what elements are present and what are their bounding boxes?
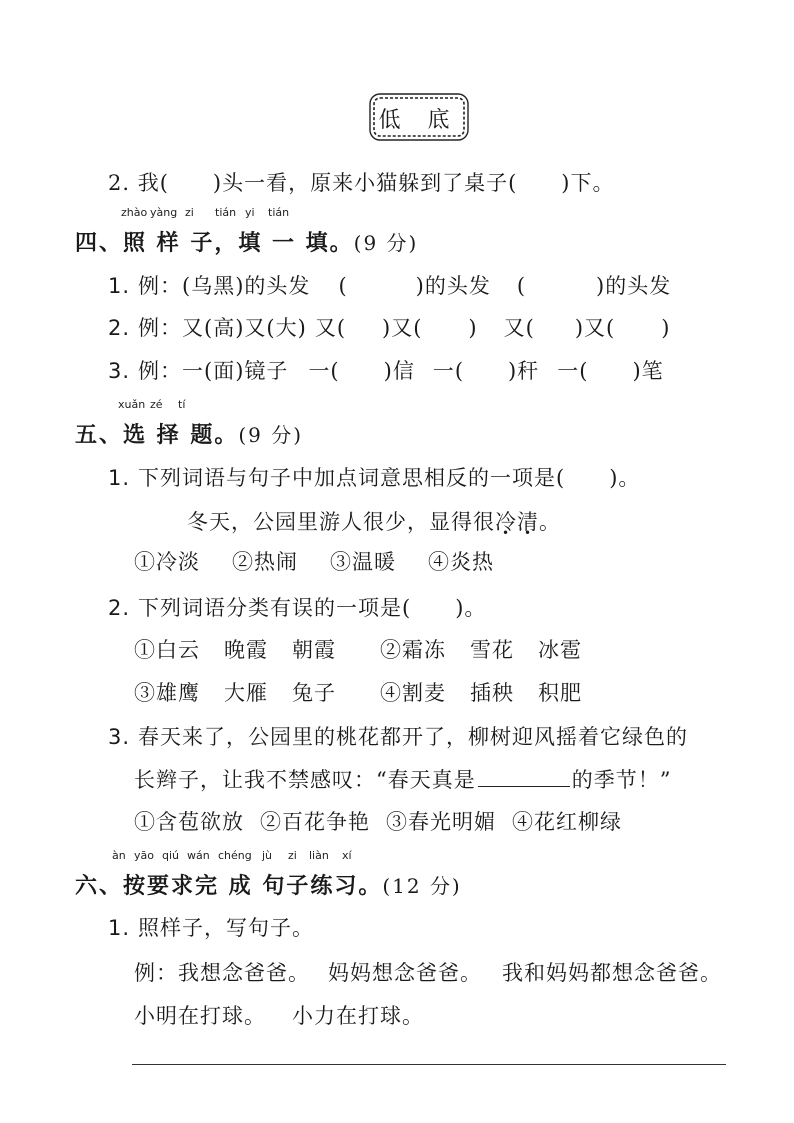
sec6-heading	[75, 869, 462, 900]
item-number: 3.	[108, 725, 131, 749]
sec6-q1-stem	[108, 912, 314, 942]
blank-open: 又(	[503, 316, 535, 340]
answer-suffix: )的头发	[415, 274, 491, 298]
paren-open: (	[516, 274, 527, 298]
word: 晚霞	[224, 638, 268, 662]
blank-open: 一(	[432, 359, 465, 383]
sec4-pinyin-6: tián	[268, 206, 290, 219]
sec5-q2-row2	[134, 677, 582, 707]
sec5-q3-options	[134, 806, 622, 836]
word: 兔子	[292, 681, 336, 705]
option: ①白云	[134, 638, 200, 662]
answer-writing-line[interactable]	[132, 1064, 726, 1065]
sec5-q1-sentence	[187, 506, 561, 536]
sec4-pinyin-3: zi	[185, 206, 194, 219]
sec6-pinyin-1: àn	[112, 849, 126, 862]
sec6-example	[134, 957, 722, 987]
sec4-item-3	[108, 355, 664, 385]
word: 大雁	[224, 681, 268, 705]
sentence-end: 。	[539, 510, 561, 534]
word: 冰雹	[538, 638, 582, 662]
title-box	[368, 92, 470, 142]
sec4-pinyin-2: yàng	[150, 206, 178, 219]
sec5-q1-stem	[108, 462, 640, 492]
question-text: 春天来了，公园里的桃花都开了，柳树迎风摇着它绿色的	[138, 725, 689, 749]
sec4-pinyin-1: zhào	[121, 206, 148, 219]
measure-word-target: )信	[383, 359, 415, 383]
option: ④炎热	[428, 550, 494, 574]
title-text: 低 底	[378, 108, 460, 133]
item-number: 1.	[108, 466, 131, 490]
blank-open: 一(	[557, 359, 589, 383]
sec6-score: (12 分)	[382, 874, 462, 898]
word: 积肥	[538, 681, 582, 705]
sec6-pinyin-6: jù	[262, 849, 273, 862]
sec6-pinyin-3: qiú	[162, 849, 180, 862]
option: ①冷淡	[134, 550, 200, 574]
question-text: 下列词语分类有误的一项是( )。	[138, 596, 487, 620]
sec4-pinyin-5: yi	[245, 206, 255, 219]
sec6-pinyin-2: yāo	[134, 849, 154, 862]
option: ④花红柳绿	[512, 810, 622, 834]
word: 雪花	[470, 638, 514, 662]
item-number: 3.	[108, 359, 131, 383]
blank-mid: )又(	[382, 316, 423, 340]
example: 例：一(面)镜子	[138, 359, 289, 383]
sec6-title: 六、按要求完 成 句子练习。	[75, 873, 383, 899]
option: ②霜冻	[380, 638, 446, 662]
option: ④割麦	[380, 681, 446, 705]
sec5-title: 五、选 择 题。	[75, 422, 239, 448]
blank-close: )	[468, 316, 478, 340]
option: ①含苞欲放	[134, 810, 244, 834]
question-text: 下列词语与句子中加点词意思相反的一项是( )。	[138, 466, 641, 490]
dotted-char: 冷	[495, 510, 517, 534]
option: ②百花争艳	[260, 810, 370, 834]
word: 朝霞	[292, 638, 336, 662]
blank-close: )	[661, 316, 671, 340]
question-text: 照样子，写句子。	[138, 916, 315, 940]
sec6-pinyin-5: chéng	[218, 849, 252, 862]
sec4-title: 四、照 样 子，填 一 填。	[75, 230, 354, 256]
sec4-score: (9 分)	[353, 231, 419, 255]
sec6-pinyin-7: zi	[288, 849, 297, 862]
sec5-q3-line1	[108, 721, 688, 751]
sec6-pinyin-4: wán	[187, 849, 210, 862]
item-number: 1.	[108, 274, 131, 298]
measure-word-target: )笔	[632, 359, 664, 383]
fill-blank-line[interactable]	[478, 768, 570, 787]
sec4-item-1	[108, 270, 671, 300]
example-sentence: 例：我想念爸爸。	[134, 961, 310, 985]
option: ③温暖	[330, 550, 396, 574]
word: 插秧	[470, 681, 514, 705]
sec5-q2-row1	[134, 634, 582, 664]
task-sentence: 小力在打球。	[292, 1004, 424, 1028]
sec4-item-2	[108, 312, 670, 342]
sec5-pinyin-3: tí	[178, 398, 186, 411]
option: ③春光明媚	[386, 810, 496, 834]
sec4-pinyin-4: tián	[215, 206, 237, 219]
sec4-heading	[75, 226, 418, 257]
q3-2-line: 2. 我( )头一看，原来小猫躲到了桌子( )下。	[108, 171, 615, 195]
sec5-pinyin-2: zé	[150, 398, 163, 411]
question-text: 长辫子，让我不禁感叹：“春天真是	[134, 768, 476, 792]
item-number: 2.	[108, 596, 131, 620]
example-sentence: 我和妈妈都想念爸爸。	[502, 961, 722, 985]
question-text: 的季节！”	[571, 768, 672, 792]
sec5-score: (9 分)	[238, 423, 304, 447]
sec5-q2-stem	[108, 592, 486, 622]
measure-word-target: )秆	[508, 359, 540, 383]
dotted-char: 清	[517, 510, 539, 534]
answer-suffix: )的头发	[596, 274, 672, 298]
blank-open: 一(	[308, 359, 340, 383]
item-number: 1.	[108, 916, 131, 940]
example-sentence: 妈妈想念爸爸。	[328, 961, 482, 985]
sec5-q1-options	[134, 546, 494, 576]
blank-mid: )又(	[574, 316, 616, 340]
option: ②热闹	[232, 550, 298, 574]
sec5-pinyin-1: xuǎn	[118, 398, 146, 411]
blank-open: 又(	[314, 316, 347, 340]
sec5-heading	[75, 418, 303, 449]
item-number: 2.	[108, 316, 131, 340]
sec6-pinyin-8: liàn	[309, 849, 329, 862]
task-sentence: 小明在打球。	[134, 1004, 266, 1028]
sec5-q3-line2	[134, 764, 672, 794]
example: 例：又(高)又(大)	[138, 316, 307, 340]
example: 例：(乌黑)的头发	[138, 274, 311, 298]
sec6-task	[134, 1000, 424, 1030]
sec6-pinyin-9: xí	[342, 849, 352, 862]
option: ③雄鹰	[134, 681, 200, 705]
paren-open: (	[338, 274, 348, 298]
sentence-text: 冬天，公园里游人很少，显得很	[187, 510, 495, 534]
